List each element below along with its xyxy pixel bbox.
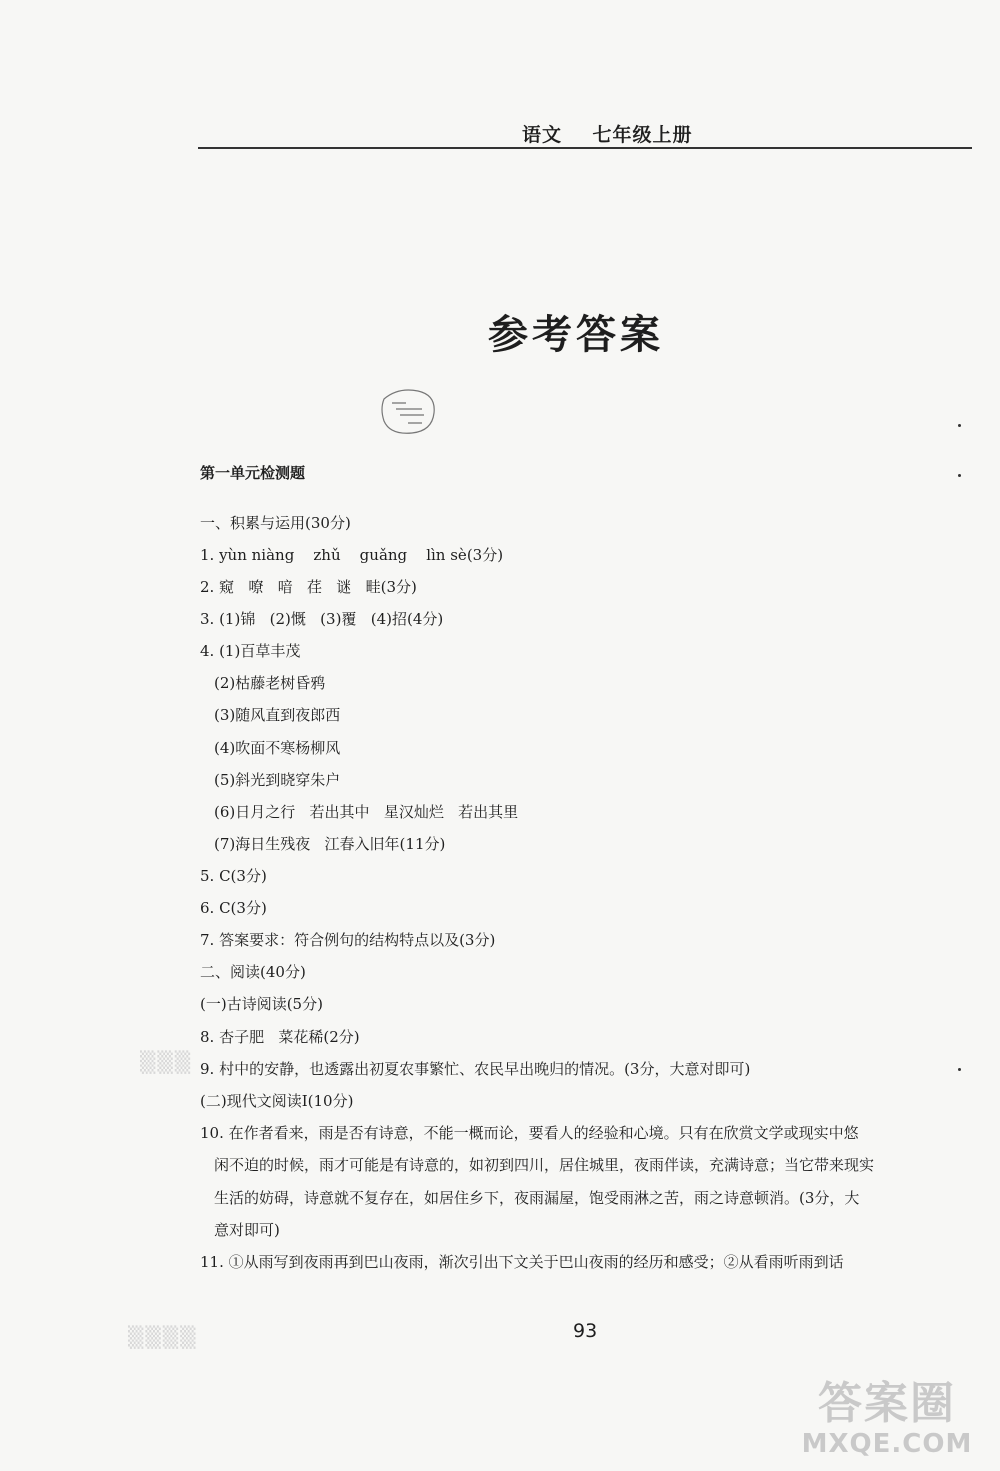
- faded-mark-icon: ▒▒▒: [140, 1050, 193, 1074]
- scan-speck: [958, 424, 961, 427]
- section-heading: 第一单元检测题: [200, 464, 306, 482]
- answer-line: 2. 窥 嘹 喑 荏 谜 畦(3分): [200, 578, 417, 596]
- watermark-url: MXQE.COM: [801, 1429, 973, 1459]
- faded-mark-icon: ▒▒▒▒: [128, 1325, 198, 1349]
- answer-line: 二、阅读(40分): [200, 963, 306, 981]
- answer-line: 4. (1)百草丰茂: [200, 642, 301, 660]
- answer-line: (一)古诗阅读(5分): [200, 995, 323, 1013]
- answer-line: (4)吹面不寒杨柳风: [214, 739, 341, 757]
- answer-line: 3. (1)锦 (2)慨 (3)覆 (4)招(4分): [200, 610, 444, 628]
- answer-line: 生活的妨碍，诗意就不复存在，如居住乡下，夜雨漏屋，饱受雨淋之苦，雨之诗意顿消。(3分，大: [214, 1189, 860, 1207]
- answer-line: 意对即可): [214, 1221, 280, 1239]
- answer-line: 8. 杏子肥 菜花稀(2分): [200, 1028, 360, 1046]
- answer-line: 11. ①从雨写到夜雨再到巴山夜雨，渐次引出下文关于巴山夜雨的经历和感受；②从看雨听雨到话: [200, 1253, 844, 1271]
- answer-line: (7)海日生残夜 江春入旧年(11分): [214, 835, 446, 853]
- page-number: 93: [573, 1320, 598, 1342]
- watermark-text: 答案圈: [818, 1378, 956, 1429]
- watermark-logo: [787, 1378, 987, 1468]
- answer-line: 5. C(3分): [200, 867, 267, 885]
- answer-line: 闲不迫的时候，雨才可能是有诗意的，如初到四川，居住城里，夜雨伴读，充满诗意；当它带来现实: [214, 1156, 875, 1174]
- header-rule: [198, 147, 972, 149]
- answer-line: 6. C(3分): [200, 899, 267, 917]
- answer-line: (6)日月之行 若出其中 星汉灿烂 若出其里: [214, 803, 519, 821]
- answer-line: (二)现代文阅读Ⅰ(10分): [200, 1092, 354, 1110]
- answer-line: 1. yùn niàng zhǔ guǎng lìn sè(3分): [200, 546, 504, 564]
- answer-line: 9. 村中的安静，也透露出初夏农事繁忙、农民早出晚归的情况。(3分，大意对即可): [200, 1060, 751, 1078]
- answer-line: (2)枯藤老树昏鸦: [214, 674, 326, 692]
- scan-speck: [958, 1068, 961, 1071]
- answer-line: (5)斜光到晓穿朱户: [214, 771, 341, 789]
- stamp-icon: [378, 385, 440, 437]
- scan-speck: [958, 474, 961, 477]
- answer-line: 一、积累与运用(30分): [200, 514, 351, 532]
- header-title: 语文 七年级上册: [522, 124, 693, 146]
- answer-line: (3)随风直到夜郎西: [214, 706, 341, 724]
- answer-line: 7. 答案要求：符合例句的结构特点以及(3分): [200, 931, 496, 949]
- answer-line: 10. 在作者看来，雨是否有诗意，不能一概而论，要看人的经验和心境。只有在欣赏文学或现实中悠: [200, 1124, 859, 1142]
- page-title: 参考答案: [488, 311, 664, 358]
